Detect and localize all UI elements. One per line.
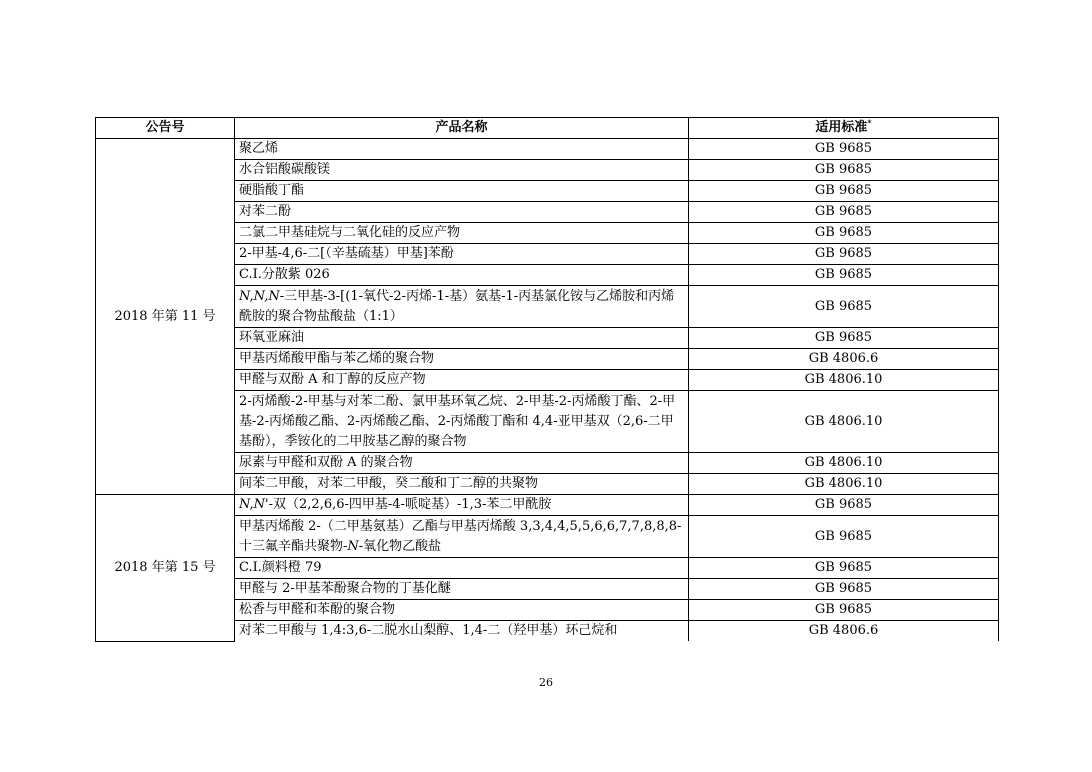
standard-cell: GB 9685 xyxy=(689,139,999,160)
product-name-cell: 水合铝酸碳酸镁 xyxy=(235,160,689,181)
header-standard xyxy=(689,118,999,139)
standard-cell: GB 9685 xyxy=(689,328,999,349)
product-name-cell: 间苯二甲酸，对苯二甲酸，癸二酸和丁二醇的共聚物 xyxy=(235,474,689,495)
standard-cell: GB 9685 xyxy=(689,181,999,202)
standard-cell: GB 9685 xyxy=(689,495,999,516)
header-product-name: 产品名称 xyxy=(235,118,689,139)
standard-cell: GB 9685 xyxy=(689,286,999,328)
header-notice: 公告号 xyxy=(96,118,235,139)
header-standard-footnote-mark: * xyxy=(867,117,872,128)
standard-cell: GB 9685 xyxy=(689,244,999,265)
product-name-cell xyxy=(235,286,689,328)
product-name-cell: C.I.分散紫 026 xyxy=(235,265,689,286)
standard-cell: GB 4806.10 xyxy=(689,370,999,391)
product-name-italic-infix: N xyxy=(347,538,359,554)
product-name-cell: 2-丙烯酸-2-甲基与对苯二酚、氯甲基环氧乙烷、2-甲基-2-丙烯酸丁酯、2-甲基-2-丙烯酸乙酯、2-丙烯酸乙酯、2-丙烯酸丁酯和 4,4-亚甲基双（2,6-二甲基酚），季铵化的二甲胺基乙醇的聚合物 xyxy=(235,391,689,453)
page-number: 26 xyxy=(539,676,553,689)
product-name-cell: 甲基丙烯酸甲酯与苯乙烯的聚合物 xyxy=(235,349,689,370)
standard-cell: GB 9685 xyxy=(689,202,999,223)
product-name-text: 甲基丙烯酸 2-（二甲基氨基）乙酯与甲基丙烯酸 3,3,4,4,5,5,6,6,7,7,8,8,8-十三氟辛酯共聚物- xyxy=(239,518,682,554)
table-header-row xyxy=(96,118,999,139)
product-name-cell: 尿素与甲醛和双酚 A 的聚合物 xyxy=(235,453,689,474)
table-row xyxy=(96,495,999,516)
standard-cell: GB 4806.10 xyxy=(689,474,999,495)
product-name-text-tail: -氧化物乙酸盐 xyxy=(358,538,442,554)
notice-cell: 2018 年第 11 号 xyxy=(96,139,235,495)
product-name-cell: 对苯二甲酸与 1,4:3,6-二脱水山梨醇、1,4-二（羟甲基）环己烷和 xyxy=(235,621,689,642)
product-name-cell xyxy=(235,516,689,558)
product-name-cell: 硬脂酸丁酯 xyxy=(235,181,689,202)
header-standard-label: 适用标准 xyxy=(815,120,868,135)
product-name-cell: C.I.颜料橙 79 xyxy=(235,558,689,579)
standard-cell: GB 4806.6 xyxy=(689,621,999,642)
product-name-text: -三甲基-3-[(1-氧代-2-丙烯-1-基）氨基-1-丙基氯化铵与乙烯胺和丙烯酰胺的聚合物盐酸盐（1:1） xyxy=(239,288,675,324)
standard-cell: GB 4806.6 xyxy=(689,349,999,370)
notice-cell: 2018 年第 15 号 xyxy=(96,495,235,642)
product-name-cell: 环氧亚麻油 xyxy=(235,328,689,349)
product-name-cell: 甲醛与 2-甲基苯酚聚合物的丁基化醚 xyxy=(235,579,689,600)
standard-cell: GB 9685 xyxy=(689,516,999,558)
product-name-cell: 对苯二酚 xyxy=(235,202,689,223)
product-name-italic-prefix: N,N' xyxy=(239,497,269,512)
product-name-cell: 松香与甲醛和苯酚的聚合物 xyxy=(235,600,689,621)
standard-cell: GB 9685 xyxy=(689,600,999,621)
product-name-cell: 聚乙烯 xyxy=(235,139,689,160)
product-name-cell: 甲醛与双酚 A 和丁醇的反应产物 xyxy=(235,370,689,391)
product-name-cell: 二氯二甲基硅烷与二氧化硅的反应产物 xyxy=(235,223,689,244)
standard-cell: GB 9685 xyxy=(689,265,999,286)
product-name-cell xyxy=(235,495,689,516)
standard-cell: GB 9685 xyxy=(689,160,999,181)
standard-cell: GB 9685 xyxy=(689,223,999,244)
product-name-cell: 2-甲基-4,6-二[（辛基硫基）甲基]苯酚 xyxy=(235,244,689,265)
product-table xyxy=(95,117,999,642)
standard-cell: GB 4806.10 xyxy=(689,391,999,453)
standard-cell: GB 9685 xyxy=(689,579,999,600)
product-name-text: -双（2,2,6,6-四甲基-4-哌啶基）-1,3-苯二甲酰胺 xyxy=(268,497,552,512)
table-row xyxy=(96,139,999,160)
standard-cell: GB 9685 xyxy=(689,558,999,579)
product-name-italic-prefix: N,N,N xyxy=(239,288,280,304)
standard-cell: GB 4806.10 xyxy=(689,453,999,474)
